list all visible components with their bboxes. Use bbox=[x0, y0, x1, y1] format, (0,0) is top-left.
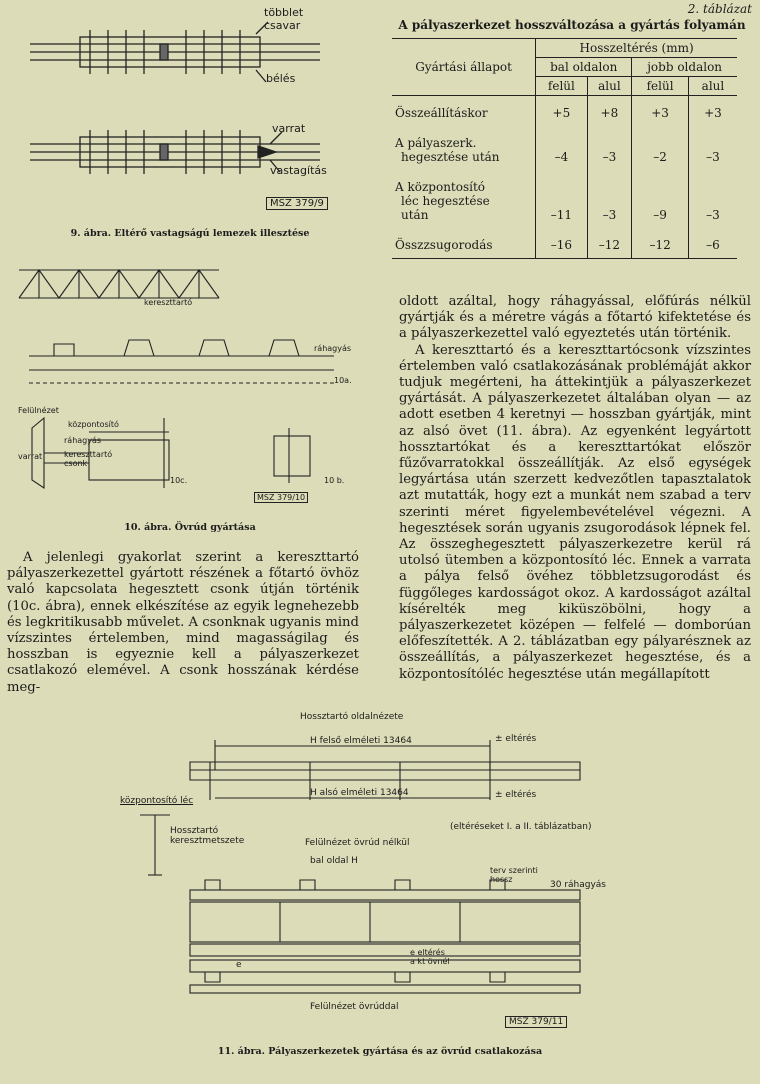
label-camber-11: 30 ráhagyás bbox=[550, 880, 606, 890]
label-plan-with-chord: Felülnézet övrúddal bbox=[310, 1002, 399, 1012]
table-cell: +3 bbox=[704, 106, 722, 120]
table-row bbox=[392, 96, 737, 123]
col-right-header: jobb oldalon bbox=[632, 58, 737, 77]
figure-9-caption: 9. ábra. Eltérő vastagságú lemezek illesztése bbox=[70, 228, 310, 239]
table-cell: +3 bbox=[632, 96, 689, 123]
right-paragraph-2: A kereszttartó és a kereszttartócsonk vízszintes értelemben való csatlakozásának problémáját akkor tudjuk megérteni, ha áttekintjük a pályaszerkezet gyártását. A pályaszerkezetet általában olyan — az adott esetben 4 keretnyi — hosszban gyártják, mint az alsó övet (11. ábra). Az egyenként legyártott hossztartókat és a kereszttartókat először fűzővarratokkal összeállítják. Az első egységek legyártása után szerzett kedvezőtlen tapasztalatok azt mutatták, hogy ezt a munkát nem szabad a terv szerinti méret figyelembevételével végezni. A hegesztések során ugyanis zsugorodások lépnek fel. Az összeghegesztett pályaszerkezetre kerül rá utolsó ütemben a központosító léc. Ennek a varrata a pálya felső övéhez többletzsugorodást és függőleges kardosságot okoz. A kardosságot azáltal kísérelték meg kiküszöbölni, hogy a pályaszerkezetet középen — felfelé — domborúan előfeszítették. A 2. táblázatban egy pályarésznek az összeállítás, a pályaszerkezet hegesztése, és a központosítóléc hegesztése után megállapított bbox=[399, 342, 751, 682]
label-camber-2: ráhagyás bbox=[64, 436, 102, 445]
figure-9-drawing bbox=[20, 4, 350, 219]
label-extra-bolt: többlet csavar bbox=[264, 6, 304, 32]
label-center-strip: központosító bbox=[68, 420, 119, 429]
table-cell: –4 bbox=[536, 122, 587, 166]
figure-11-drawing bbox=[110, 710, 650, 1035]
label-deviation-top: ± eltérés bbox=[495, 734, 537, 744]
stamp-fig10: MSZ 379/10 bbox=[254, 492, 308, 503]
label-10a: 10a. bbox=[334, 376, 352, 385]
label-weld-10: varrat bbox=[18, 452, 43, 461]
label-cross-beam-stub: kereszttartó csonk bbox=[64, 450, 113, 468]
table-cell: –9 bbox=[632, 166, 689, 224]
sub-header: felül bbox=[632, 77, 689, 96]
stamp-fig9: MSZ 379/9 bbox=[266, 197, 328, 210]
row-label: Összeállításkor bbox=[392, 96, 536, 123]
col-left-header: bal oldalon bbox=[536, 58, 632, 77]
table-row bbox=[392, 122, 737, 166]
row-label: Összzsugorodás bbox=[392, 224, 536, 259]
table-title: A pályaszerkezet hosszváltozása a gyártás folyamán bbox=[398, 18, 746, 32]
right-paragraph-1: oldott azáltal, hogy ráhagyással, előfúrás nélkül gyártják és a méretre vágás a főtartó kifektetése és a pályaszerkezettel való egyeztetés után történik. bbox=[399, 294, 751, 342]
label-tables-note: (eltéréseket I. a II. táblázatban) bbox=[450, 822, 592, 832]
label-side-view-title: Hossztartó oldalnézete bbox=[300, 712, 404, 722]
label-liner: bélés bbox=[266, 72, 296, 85]
table-cell: –3 bbox=[706, 150, 720, 164]
figure-11-caption: 11. ábra. Pályaszerkezetek gyártása és az övrúd csatlakozása bbox=[217, 1046, 543, 1057]
table-cell: –12 bbox=[632, 224, 689, 259]
figure-10-drawing bbox=[14, 258, 364, 508]
table-body bbox=[392, 38, 737, 259]
label-dim-bottom: H alsó elméleti 13464 bbox=[310, 788, 409, 798]
sub-header: alul bbox=[701, 79, 725, 93]
label-weld: varrat bbox=[272, 122, 306, 135]
label-10c: 10c. bbox=[170, 476, 188, 485]
label-camber: ráhagyás bbox=[314, 344, 352, 353]
label-dim-top: H felső elméleti 13464 bbox=[310, 736, 412, 746]
left-column-text bbox=[7, 550, 359, 696]
right-column-text bbox=[399, 294, 751, 683]
col-state-header: Gyártási állapot bbox=[392, 39, 536, 96]
label-10b: 10 b. bbox=[324, 476, 345, 485]
label-plan-no-chord: Felülnézet övrúd nélkül bbox=[305, 838, 410, 848]
table-number: 2. táblázat bbox=[687, 2, 752, 16]
row-label: A pályaszerk. hegesztése után bbox=[392, 122, 536, 166]
stamp-fig11: MSZ 379/11 bbox=[505, 1016, 567, 1028]
label-e: e bbox=[236, 960, 242, 970]
label-center-strip-11: központosító léc bbox=[120, 796, 194, 806]
label-cross-beam: kereszttartó bbox=[144, 298, 193, 307]
table-cell: –3 bbox=[587, 166, 632, 224]
figure-11 bbox=[110, 710, 650, 1035]
left-paragraph: A jelenlegi gyakorlat szerint a kereszttartó pályaszerkezettel gyártott részének a főtartó övhöz való kapcsolata hegesztett csonk útján történik (10c. ábra), ennek elkészítése az egyik legnehezebb és legkritikusabb művelet. A csonknak ugyanis mind vízszintes értelemben, mind magasságilag és hosszban is egyeznie kell a pályaszerkezet csatlakozó elemével. A csonk hosszának kérdése meg- bbox=[7, 550, 359, 695]
table-cell: –2 bbox=[632, 122, 689, 166]
table-cell: +5 bbox=[536, 96, 587, 123]
label-deviation-bottom: ± eltérés bbox=[495, 790, 537, 800]
label-deviation-kt: e eltérés a kt övnél bbox=[410, 948, 450, 966]
table-cell: –11 bbox=[536, 166, 587, 224]
table-cell: +8 bbox=[587, 96, 632, 123]
sub-header: alul bbox=[587, 77, 632, 96]
label-left-side: bal oldal H bbox=[310, 856, 358, 866]
row-label: A központosító léc hegesztése után bbox=[392, 166, 536, 224]
figure-10 bbox=[14, 258, 364, 508]
figure-9 bbox=[20, 4, 350, 219]
figure-10-caption: 10. ábra. Övrúd gyártása bbox=[124, 522, 256, 533]
col-group-header: Hosszeltérés (mm) bbox=[536, 39, 737, 58]
table-cell: –16 bbox=[536, 224, 587, 259]
label-cross-section: Hossztartó keresztmetszete bbox=[170, 826, 245, 846]
table-2 bbox=[392, 2, 752, 259]
table-cell: –3 bbox=[706, 208, 720, 222]
label-thickness: vastagítás bbox=[270, 164, 327, 177]
table-cell: –12 bbox=[587, 224, 632, 259]
table-row bbox=[392, 166, 737, 224]
table-row bbox=[392, 224, 737, 259]
sub-header: felül bbox=[536, 77, 587, 96]
table-cell: –3 bbox=[587, 122, 632, 166]
label-side-view: Felülnézet bbox=[18, 406, 59, 415]
table-cell: –6 bbox=[706, 238, 720, 252]
label-design-length: terv szerinti hossz bbox=[490, 866, 538, 884]
